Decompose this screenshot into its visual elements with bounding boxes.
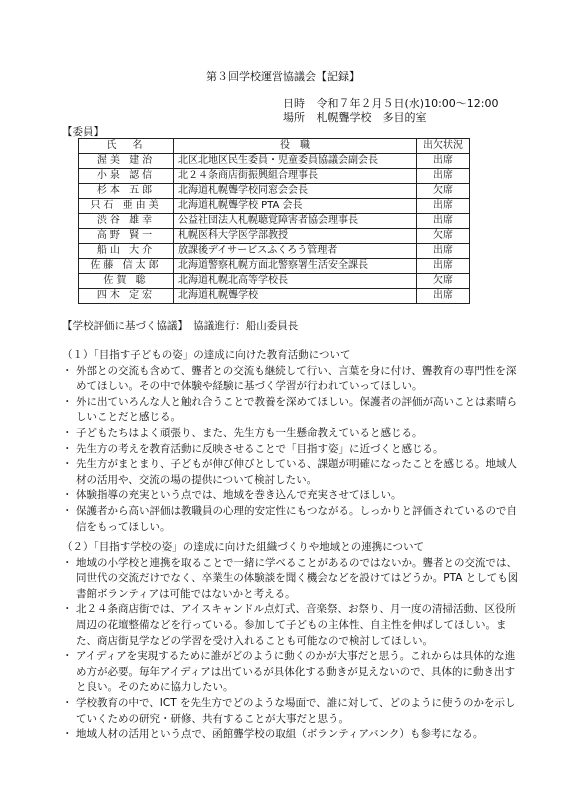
table-row: [79, 244, 470, 259]
date-label: 日時: [283, 97, 305, 110]
section-children: [62, 348, 522, 535]
table-row: [79, 259, 470, 274]
member-role: 札幌医科大学医学部教授: [174, 229, 417, 244]
list-item: ・ 保護者から高い評価は教職員の心理的安定性にもつながる。しっかりと評価されているので自信をもってほしい。: [62, 504, 522, 535]
comment-list: [62, 556, 522, 743]
document-title: 第３回学校運営協議会【記録】: [206, 70, 360, 83]
member-name: 佐藤 信太郎: [79, 259, 174, 274]
member-attendance: 出席: [417, 214, 470, 229]
member-role: 放課後デイサービスふくろう管理者: [174, 244, 417, 259]
member-role: 北海道札幌北高等学校長: [174, 274, 417, 289]
member-name: 杉本 五郎: [79, 184, 174, 199]
list-item: ・ 学校教育の中で、ICT を先生方でどのような場面で、誰に対して、どのように使うのかを示していくための研究・研修、共有することが大事だと思う。: [62, 696, 522, 727]
list-item: ・ 子どもたちはよく頑張り、また、先生方も一生懸命教えていると感じる。: [62, 426, 522, 442]
list-item: ・ アイディアを実現するために誰がどのように動くのかが大事だと思う。これからは具体的な進め方が必要。毎年アイディアは出ているが具体化する動きが見えないので、具体的に動き出すと良い。そのために協力したい。: [62, 649, 522, 696]
member-name: 高野 賢一: [79, 229, 174, 244]
member-attendance: 出席: [417, 244, 470, 259]
section-heading: （２）「目指す学校の姿」の達成に向けた組織づくりや地域との連携について: [62, 541, 425, 553]
section-school: [62, 540, 522, 743]
evaluation-heading: 【学校評価に基づく協議】 協議進行：船山委員長: [62, 320, 299, 332]
list-item: ・ 先生方がまとまり、子どもが伸び伸びとしている、課題が明確になったことを感じる。地域人材の活用や、交流の場の提供について検討したい。: [62, 457, 522, 488]
list-item: ・ 外に出ていろんな人と触れ合うことで教養を深めてほしい。保護者の評価が高いことは素晴らしいことだと感じる。: [62, 395, 522, 426]
member-attendance: 欠席: [417, 274, 470, 289]
member-role: 公益社団法人札幌聴覚障害者協会理事長: [174, 214, 417, 229]
table-row: [79, 169, 470, 184]
header-attendance: 出欠状況: [417, 139, 470, 154]
members-heading: 【委員】: [62, 126, 104, 138]
member-attendance: 出席: [417, 169, 470, 184]
member-attendance: 欠席: [417, 229, 470, 244]
list-item: ・ 北２４条商店街では、アイスキャンドル点灯式、音楽祭、お祭り、月一度の清掃活動、区役所周辺の花壇整備などを行っている。参加して子どもの主体性、自主性を伸ばしてほしい。また、商店街見学などの学習を受け入れることも可能なので検討してほしい。: [62, 602, 522, 649]
member-name: 四木 定宏: [79, 289, 174, 304]
comment-list: [62, 364, 522, 536]
member-attendance: 出席: [417, 154, 470, 169]
member-attendance: 出席: [417, 289, 470, 304]
table-row: [79, 289, 470, 304]
table-row: [79, 184, 470, 199]
table-row: [79, 274, 470, 289]
member-role: 北２４条商店街振興組合理事長: [174, 169, 417, 184]
member-attendance: 出席: [417, 259, 470, 274]
member-role: 北海道札幌聾学校: [174, 289, 417, 304]
section-heading: （１）「目指す子どもの姿」の達成に向けた教育活動について: [62, 349, 351, 361]
table-row: [79, 199, 470, 214]
member-role: 北海道札幌聾学校同窓会会長: [174, 184, 417, 199]
member-name: 渋谷 雄幸: [79, 214, 174, 229]
date-value: 令和７年２月５日(水)10:00～12:00: [316, 97, 499, 110]
member-name: 渥美 建治: [79, 154, 174, 169]
members-table-header: [79, 139, 470, 154]
list-item: ・ 地域人材の活用という点で、函館聾学校の取組（ボランティアバンク）も参考になる。: [62, 727, 522, 743]
place-value: 札幌聾学校 多目的室: [316, 111, 427, 124]
member-name: 船山 大介: [79, 244, 174, 259]
table-row: [79, 214, 470, 229]
member-role: 北海道札幌聾学校 PTA 会長: [174, 199, 417, 214]
member-role: 北区北地区民生委員・児童委員協議会副会長: [174, 154, 417, 169]
member-name: 佐賀 聡: [79, 274, 174, 289]
member-attendance: 欠席: [417, 184, 470, 199]
place-label: 場所: [283, 111, 305, 124]
meeting-place: [283, 109, 427, 125]
header-role: 役 職: [174, 139, 417, 154]
header-name: 氏 名: [79, 139, 174, 154]
member-attendance: 出席: [417, 199, 470, 214]
members-table: [78, 138, 470, 304]
list-item: ・ 先生方の考えを教育活動に反映させることで「目指す姿」に近づくと感じる。: [62, 442, 522, 458]
member-role: 北海道警察札幌方面北警察署生活安全課長: [174, 259, 417, 274]
list-item: ・ 体験指導の充実という点では、地域を巻き込んで充実させてほしい。: [62, 488, 522, 504]
member-name: 只石 亜由美: [79, 199, 174, 214]
list-item: ・ 地域の小学校と連携を取ることで一緒に学べることがあるのではないか。聾者との交流では、同世代の交流だけでなく、卒業生の体験談を聞く機会などを設けてはどうか。PTA としても図書館ボランティアは可能ではないかと考える。: [62, 556, 522, 603]
table-row: [79, 154, 470, 169]
list-item: ・ 外部との交流も含めて、聾者との交流も継続して行い、言葉を身に付け、聾教育の専門性を深めてほしい。その中で体験や経験に基づく学習が行われていってほしい。: [62, 364, 522, 395]
table-row: [79, 229, 470, 244]
member-name: 小泉 認信: [79, 169, 174, 184]
